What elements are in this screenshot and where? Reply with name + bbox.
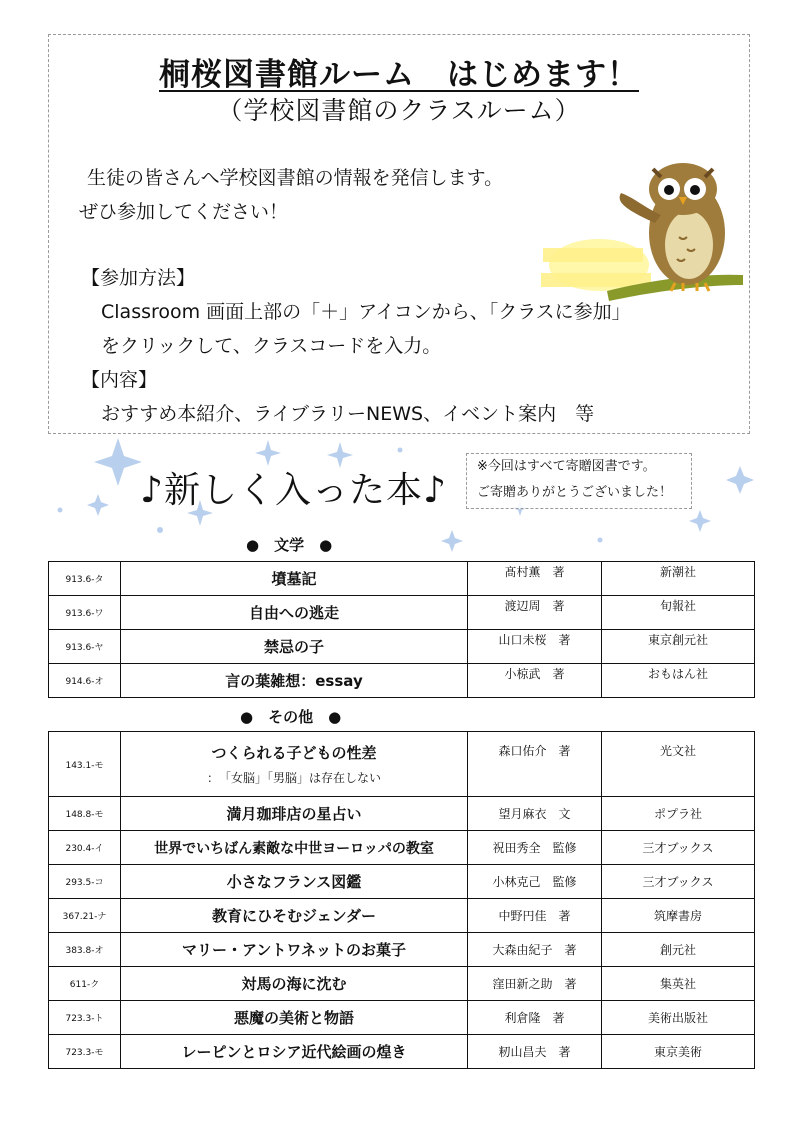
contents-heading: 【内容】 xyxy=(81,369,158,391)
classroom-notice-box xyxy=(48,34,750,434)
notice-subtitle: （学校図書館のクラスルーム） xyxy=(217,96,581,125)
book-publisher: 三才ブックス xyxy=(602,831,755,865)
book-author: 小椋武 著 xyxy=(468,664,602,698)
call-number: 913.6-ワ xyxy=(49,596,121,630)
book-publisher: 美術出版社 xyxy=(602,1001,755,1035)
book-title xyxy=(121,732,468,797)
book-title: 悪魔の美術と物語 xyxy=(121,1001,468,1035)
table-row xyxy=(49,831,755,865)
call-number: 230.4-イ xyxy=(49,831,121,865)
book-publisher: ポプラ社 xyxy=(602,797,755,831)
book-author: 渡辺周 著 xyxy=(468,596,602,630)
donation-note-line-2: ご寄贈ありがとうございました！ xyxy=(477,485,673,500)
call-number: 383.8-オ xyxy=(49,933,121,967)
book-title: 小さなフランス図鑑 xyxy=(121,865,468,899)
book-author: 山口未桜 著 xyxy=(468,630,602,664)
book-author: 大森由紀子 著 xyxy=(468,933,602,967)
join-method-line-1: Classroom 画面上部の「＋」アイコンから、「クラスに参加」 xyxy=(101,301,631,323)
table-row xyxy=(49,797,755,831)
donation-note-line-1: ※今回はすべて寄贈図書です。 xyxy=(477,459,656,474)
book-author: 森口佑介 著 xyxy=(468,732,602,797)
book-publisher: 三才ブックス xyxy=(602,865,755,899)
call-number: 611-ク xyxy=(49,967,121,1001)
call-number: 293.5-コ xyxy=(49,865,121,899)
book-title-subtitle: ： 「女脳」「男脳」は存在しない xyxy=(206,771,381,785)
literature-book-table xyxy=(48,561,755,698)
call-number: 913.6-タ xyxy=(49,562,121,596)
call-number: 914.6-オ xyxy=(49,664,121,698)
table-row xyxy=(49,967,755,1001)
call-number: 723.3-モ xyxy=(49,1035,121,1069)
call-number: 367.21-ナ xyxy=(49,899,121,933)
book-publisher: 旬報社 xyxy=(602,596,755,630)
book-publisher: 光文社 xyxy=(602,732,755,797)
join-method-line-2: をクリックして、クラスコードを入力。 xyxy=(101,335,442,357)
book-author: 祝田秀全 監修 xyxy=(468,831,602,865)
book-publisher: 新潮社 xyxy=(602,562,755,596)
notice-title: 桐桜図書館ルーム はじめます！ xyxy=(159,57,639,93)
book-author: 窪田新之助 著 xyxy=(468,967,602,1001)
book-publisher: 東京創元社 xyxy=(602,630,755,664)
book-title: レーピンとロシア近代絵画の煌き xyxy=(121,1035,468,1069)
table-row xyxy=(49,732,755,797)
contents-line: おすすめ本紹介、ライブラリーNEWS、イベント案内 等 xyxy=(101,403,595,425)
book-author: 髙村薫 著 xyxy=(468,562,602,596)
notice-intro-line-2: ぜひ参加してください！ xyxy=(79,201,289,223)
call-number: 723.3-ト xyxy=(49,1001,121,1035)
book-publisher: 創元社 xyxy=(602,933,755,967)
call-number: 143.1-モ xyxy=(49,732,121,797)
other-book-table xyxy=(48,731,755,1069)
table-row xyxy=(49,1001,755,1035)
table-row xyxy=(49,899,755,933)
book-author: 利倉隆 著 xyxy=(468,1001,602,1035)
book-publisher: 集英社 xyxy=(602,967,755,1001)
book-title-main: つくられる子どもの性差 xyxy=(211,744,377,762)
book-publisher: 筑摩書房 xyxy=(602,899,755,933)
owl-on-branch-illustration xyxy=(537,153,749,323)
book-title: 教育にひそむジェンダー xyxy=(121,899,468,933)
book-title: マリー・アントワネットのお菓子 xyxy=(121,933,468,967)
book-publisher: おもはん社 xyxy=(602,664,755,698)
table-row xyxy=(49,865,755,899)
category-label-other: ● その他 ● xyxy=(240,708,342,726)
join-method-heading: 【参加方法】 xyxy=(81,267,196,289)
book-publisher: 東京美術 xyxy=(602,1035,755,1069)
book-author: 籾山昌夫 著 xyxy=(468,1035,602,1069)
category-label-literature: ● 文学 ● xyxy=(246,536,333,554)
book-title: 墳墓記 xyxy=(121,562,468,596)
notice-intro-line-1: 生徒の皆さんへ学校図書館の情報を発信します。 xyxy=(87,167,504,189)
table-row xyxy=(49,630,755,664)
book-title: 満月珈琲店の星占い xyxy=(121,797,468,831)
book-title: 禁忌の子 xyxy=(121,630,468,664)
call-number: 913.6-ヤ xyxy=(49,630,121,664)
new-books-heading: ♪新しく入った本♪ xyxy=(140,470,447,511)
table-row xyxy=(49,562,755,596)
book-title: 言の葉雑想：essay xyxy=(121,664,468,698)
book-author: 小林克己 監修 xyxy=(468,865,602,899)
donation-note xyxy=(466,453,692,509)
book-author: 中野円佳 著 xyxy=(468,899,602,933)
table-row xyxy=(49,596,755,630)
table-row xyxy=(49,933,755,967)
book-title: 対馬の海に沈む xyxy=(121,967,468,1001)
table-row xyxy=(49,664,755,698)
book-author: 望月麻衣 文 xyxy=(468,797,602,831)
book-title: 世界でいちばん素敵な中世ヨーロッパの教室 xyxy=(121,831,468,865)
book-title: 自由への逃走 xyxy=(121,596,468,630)
table-row xyxy=(49,1035,755,1069)
call-number: 148.8-モ xyxy=(49,797,121,831)
